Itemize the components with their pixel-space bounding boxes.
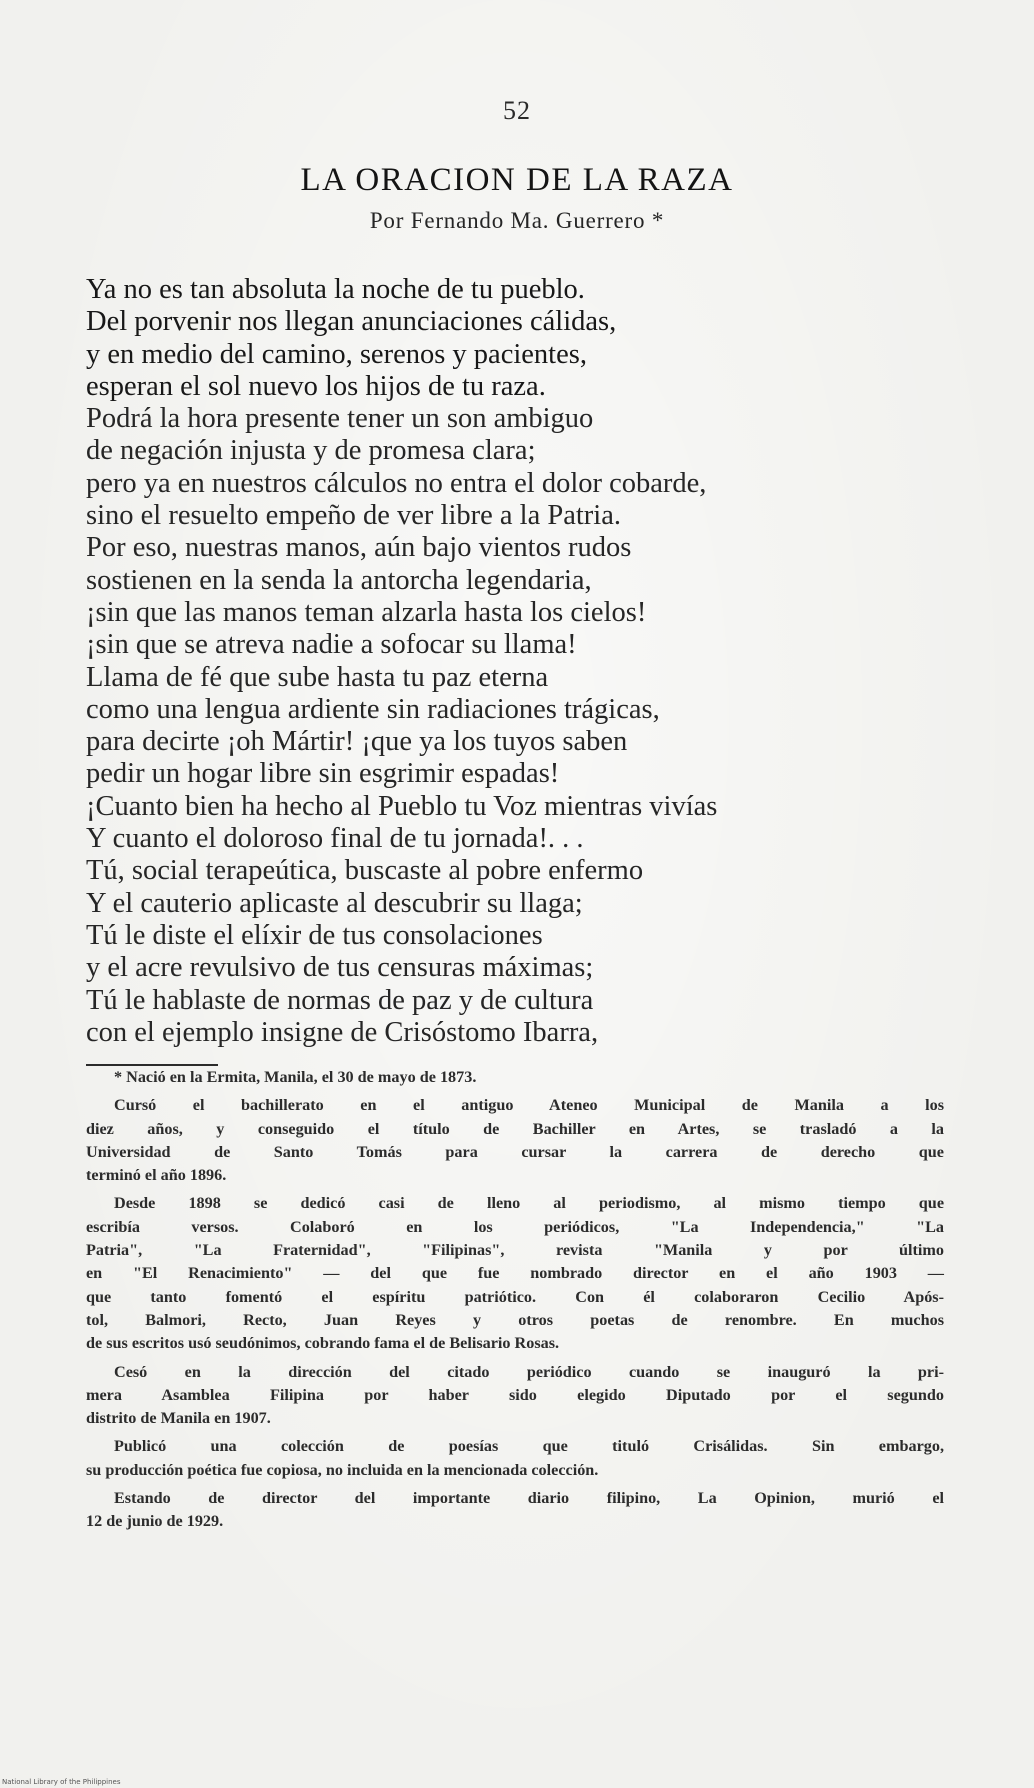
- footnote-line: diez años, y conseguido el título de Bachiller en Artes, se trasladó a la: [86, 1119, 944, 1138]
- poem-line: sostienen en la senda la antorcha legendaria,: [86, 564, 592, 596]
- poem-line: pero ya en nuestros cálculos no entra el dolor cobarde,: [86, 467, 707, 499]
- footnote-paragraph: [86, 1435, 944, 1482]
- poem-line: Tú le hablaste de normas de paz y de cultura: [86, 984, 594, 1016]
- footnote-paragraph: [86, 1066, 944, 1089]
- poem-line: Por eso, nuestras manos, aún bajo vientos rudos: [86, 532, 632, 564]
- footnotes: [86, 1066, 944, 1539]
- poem-line: Podrá la hora presente tener un son ambiguo: [86, 403, 594, 435]
- poem-line: Del porvenir nos llegan anunciaciones cálidas,: [86, 306, 617, 338]
- poem-line: con el ejemplo insigne de Crisóstomo Ibarra,: [86, 1016, 599, 1048]
- poem-author: Por Fernando Ma. Guerrero *: [369, 208, 665, 233]
- poem-line: como una lengua ardiente sin radiaciones trágicas,: [86, 693, 660, 725]
- footnote-line: de sus escritos usó seudónimos, cobrando fama el de Belisario Rosas.: [86, 1334, 560, 1353]
- footnote-line: distrito de Manila en 1907.: [86, 1409, 271, 1428]
- footnote-line: en "El Renacimiento" — del que fue nombrado director en el año 1903 —: [86, 1264, 944, 1283]
- footnote-line: tol, Balmori, Recto, Juan Reyes y otros poetas de renombre. En muchos: [86, 1310, 944, 1329]
- footnote-line: Cesó en la dirección del citado periódico cuando se inauguró la pri-: [114, 1362, 944, 1381]
- footnote-line: terminó el año 1896.: [86, 1166, 227, 1185]
- poem-title: LA ORACION DE LA RAZA: [300, 162, 734, 198]
- poem-line: para decirte ¡oh Mártir! ¡que ya los tuyos saben: [86, 726, 628, 758]
- footnote-paragraph: [86, 1192, 944, 1355]
- footnote-line: Cursó el bachillerato en el antiguo Ateneo Municipal de Manila a los: [114, 1096, 944, 1115]
- poem-line: esperan el sol nuevo los hijos de tu raza.: [86, 370, 546, 402]
- poem-body: [86, 274, 966, 1049]
- poem-line: ¡Cuanto bien ha hecho al Pueblo tu Voz mientras vivías: [86, 790, 718, 822]
- footnote-line: que tanto fomentó el espíritu patriótico. Con él colaboraron Cecilio Após-: [86, 1287, 944, 1306]
- poem-line: Tú le diste el elíxir de tus consolaciones: [86, 919, 543, 951]
- poem-line: Ya no es tan absoluta la noche de tu pueblo.: [86, 274, 585, 305]
- poem-line: y el acre revulsivo de tus censuras máximas;: [86, 952, 594, 984]
- footnote-line: mera Asamblea Filipina por haber sido elegido Diputado por el segundo: [86, 1385, 944, 1404]
- footnote-line: * Nació en la Ermita, Manila, el 30 de mayo de 1873.: [114, 1068, 477, 1086]
- footnote-line: su producción poética fue copiosa, no incluida en la mencionada colección.: [86, 1460, 599, 1479]
- poem-line: de negación injusta y de promesa clara;: [86, 435, 536, 467]
- poem-line: Llama de fé que sube hasta tu paz eterna: [86, 661, 549, 693]
- poem-line: Tú, social terapeútica, buscaste al pobre enfermo: [86, 855, 644, 887]
- footnote-line: Estando de director del importante diario filipino, La Opinion, murió el: [114, 1489, 944, 1508]
- page-number: 52: [503, 96, 531, 125]
- footnote-line: 12 de junio de 1929.: [86, 1512, 224, 1531]
- poem-line: y en medio del camino, serenos y pacientes,: [86, 338, 587, 370]
- footnote-paragraph: [86, 1094, 944, 1187]
- poem-line: pedir un hogar libre sin esgrimir espadas!: [86, 758, 560, 790]
- footnote-paragraph: [86, 1361, 944, 1431]
- footnote-line: Publicó una colección de poesías que tituló Crisálidas. Sin embargo,: [114, 1437, 944, 1456]
- poem-line: Y cuanto el doloroso final de tu jornada!. . .: [86, 823, 584, 855]
- poem-line: sino el resuelto empeño de ver libre a la Patria.: [86, 500, 621, 532]
- footnote-line: escribía versos. Colaboró en los periódicos, "La Independencia," "La: [86, 1217, 944, 1236]
- scan-credit: National Library of the Philippines: [2, 1778, 121, 1786]
- poem-line: ¡sin que se atreva nadie a sofocar su llama!: [86, 629, 577, 661]
- footnote-line: Universidad de Santo Tomás para cursar la carrera de derecho que: [86, 1142, 944, 1161]
- poem-line: Y el cauterio aplicaste al descubrir su llaga;: [86, 887, 583, 919]
- footnote-line: Desde 1898 se dedicó casi de lleno al periodismo, al mismo tiempo que: [114, 1194, 944, 1213]
- footnote-paragraph: [86, 1487, 944, 1534]
- footnote-line: Patria", "La Fraternidad", "Filipinas", revista "Manila y por último: [86, 1241, 944, 1260]
- poem-line: ¡sin que las manos teman alzarla hasta los cielos!: [86, 596, 647, 628]
